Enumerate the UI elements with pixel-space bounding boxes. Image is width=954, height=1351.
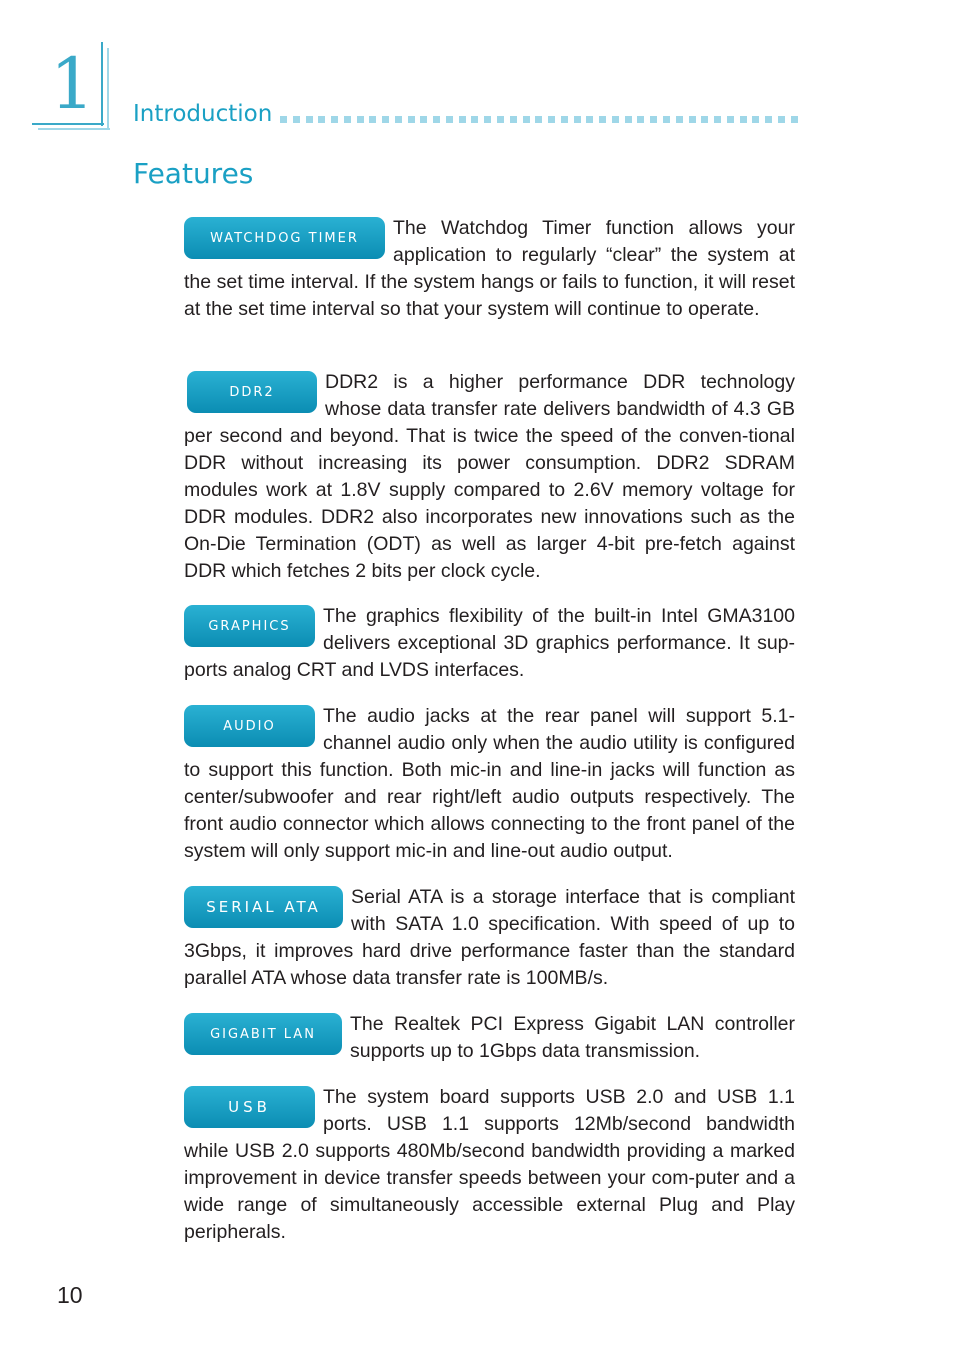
page-title: Features xyxy=(133,157,254,190)
feature-badge: DDR2 xyxy=(187,371,317,413)
feature-description: The system board supports USB 2.0 and USB 1.1 ports. USB 1.1 supports 12Mb/second bandwidth while USB 2.0 supports 480Mb/second bandwidth providing a marked improvement in device transfer speeds between your com-puter and a wide range of simultaneously accessible external Plug and Play peripherals. xyxy=(184,1086,795,1243)
feature-description: The graphics flexibility of the built-in Intel GMA3100 delivers exceptional 3D graphics performance. It sup-ports analog CRT and LVDS interfaces. xyxy=(184,605,795,681)
feature-graphics xyxy=(184,603,795,684)
feature-description: The Realtek PCI Express Gigabit LAN controller supports up to 1Gbps data transmission. xyxy=(350,1013,795,1062)
feature-description: Serial ATA is a storage interface that is compliant with SATA 1.0 specification. With speed of up to 3Gbps, it improves hard drive performance faster than the standard parallel ATA whose data transfer rate is 100MB/s. xyxy=(184,886,795,989)
feature-watchdog-timer xyxy=(184,215,795,323)
chapter-number: 1 xyxy=(50,43,95,125)
feature-badge: SERIAL ATA xyxy=(184,886,343,928)
feature-badge: WATCHDOG TIMER xyxy=(184,217,385,259)
section-title: Introduction xyxy=(133,101,273,127)
feature-audio xyxy=(184,703,795,865)
page-number: 10 xyxy=(57,1282,83,1308)
feature-serial-ata xyxy=(184,884,795,992)
feature-badge: USB xyxy=(184,1086,315,1128)
section-dot-leader xyxy=(280,116,798,124)
feature-ddr2 xyxy=(184,369,795,585)
feature-description: The audio jacks at the rear panel will support 5.1-channel audio only when the audio utility is configured to support this function. Both mic-in and line-in jacks will function as center/subwoofer and rear right/left audio outputs respectively. The front audio connector which allows connecting to the front panel of the system will only support mic-in and line-out audio output. xyxy=(184,705,795,862)
feature-usb xyxy=(184,1084,795,1246)
feature-badge: AUDIO xyxy=(184,705,315,747)
feature-badge: GRAPHICS xyxy=(184,605,315,647)
feature-description: DDR2 is a higher performance DDR technology whose data transfer rate delivers bandwidth of 4.3 GB per second and beyond. That is twice the speed of the conven-tional DDR without increasing its power consumption. DDR2 SDRAM modules work at 1.8V supply compared to 2.6V memory voltage for DDR modules. DDR2 also incorporates new innovations such as the On-Die Termination (ODT) as well as larger 4-bit pre-fetch against DDR which fetches 2 bits per clock cycle. xyxy=(184,371,795,582)
feature-badge: GIGABIT LAN xyxy=(184,1013,342,1055)
feature-description: The Watchdog Timer function allows your application to regularly “clear” the system at the set time interval. If the system hangs or fails to function, it will reset at the set time interval so that your system will continue to operate. xyxy=(184,217,795,320)
feature-gigabit-lan xyxy=(184,1011,795,1065)
